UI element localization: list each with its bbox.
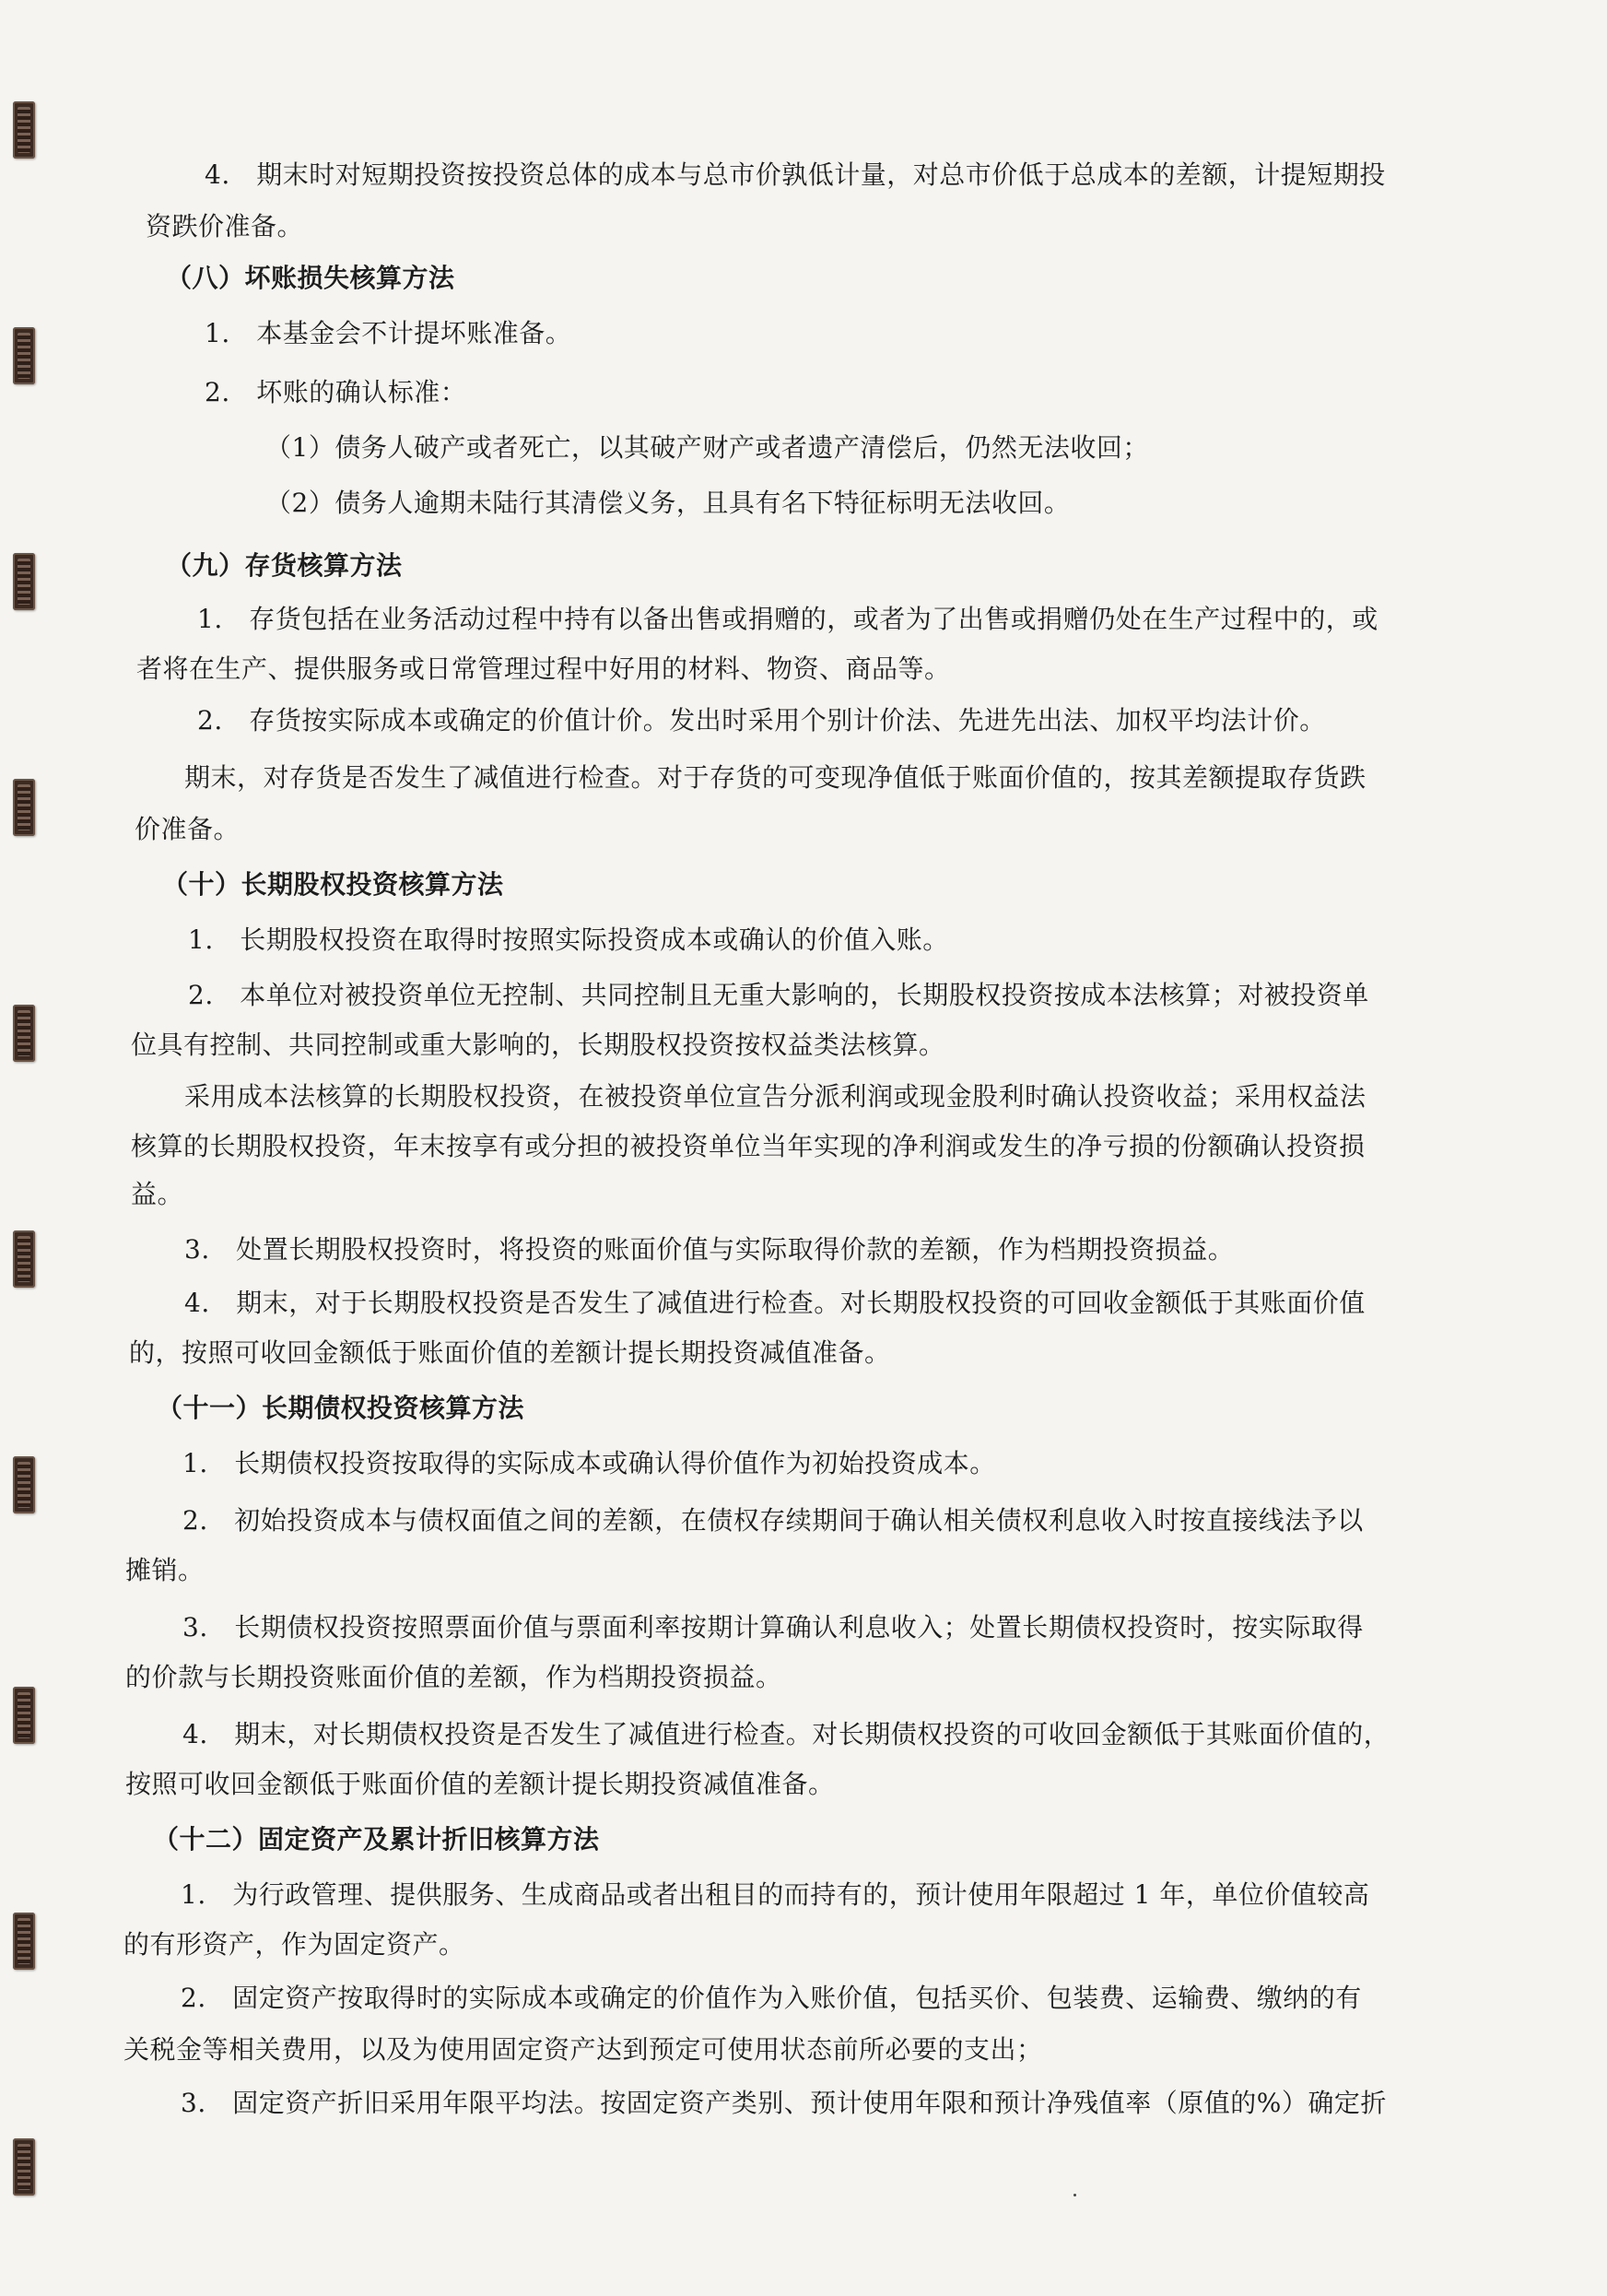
paragraph-line: 的有形资产，作为固定资产。	[123, 1929, 465, 1960]
paragraph-line: （1）债务人破产或者死亡，以其破产财产或者遗产清偿后，仍然无法收回；	[265, 432, 1149, 463]
binding-hole-marker	[13, 1913, 35, 1970]
paragraph-line: 位具有控制、共同控制或重大影响的，长期股权投资按权益类法核算。	[131, 1030, 945, 1060]
binding-hole-marker	[13, 1456, 35, 1513]
paragraph-line: 2. 本单位对被投资单位无控制、共同控制且无重大影响的，长期股权投资按成本法核算；对被投资单	[188, 980, 1369, 1010]
paragraph-line: 核算的长期股权投资，年末按享有或分担的被投资单位当年实现的净利润或发生的净亏损的份额确认投资损	[131, 1131, 1366, 1161]
section-heading: （九）存货核算方法	[166, 550, 403, 581]
paragraph-line: 按照可收回金额低于账面价值的差额计提长期投资减值准备。	[125, 1769, 835, 1799]
paragraph-line: 摊销。	[125, 1555, 205, 1585]
paragraph-line: 益。	[131, 1179, 184, 1209]
paragraph-line: 关税金等相关费用，以及为使用固定资产达到预定可使用状态前所必要的支出；	[123, 2034, 1043, 2065]
paragraph-line: 1. 长期股权投资在取得时按照实际投资成本或确认的价值入账。	[188, 924, 949, 955]
paragraph-line: 1. 为行政管理、提供服务、生成商品或者出租目的而持有的，预计使用年限超过 1 年，单位价值较高	[181, 1879, 1370, 1910]
paragraph-line: 2. 存货按实际成本或确定的价值计价。发出时采用个别计价法、先进先出法、加权平均法计价。	[197, 705, 1326, 736]
paragraph-line: 的价款与长期投资账面价值的差额，作为档期投资损益。	[125, 1662, 782, 1692]
scan-speck	[1073, 2194, 1076, 2196]
binding-hole-marker	[13, 1687, 35, 1744]
paragraph-line: 资跌价准备。	[146, 211, 304, 241]
section-heading: （十）长期股权投资核算方法	[162, 869, 504, 900]
paragraph-line: 2. 坏账的确认标准：	[205, 377, 467, 407]
section-heading: （八）坏账损失核算方法	[166, 263, 455, 293]
binding-hole-marker	[13, 327, 35, 384]
binding-hole-marker	[13, 553, 35, 610]
paragraph-line: 1. 本基金会不计提坏账准备。	[205, 318, 572, 348]
paragraph-line: 3. 长期债权投资按照票面价值与票面利率按期计算确认利息收入；处置长期债权投资时，按实际取得	[182, 1612, 1364, 1643]
binding-hole-marker	[13, 101, 35, 159]
paragraph-line: 2. 固定资产按取得时的实际成本或确定的价值作为入账价值，包括买价、包装费、运输费、缴纳的有	[181, 1983, 1362, 2013]
paragraph-line: 3. 处置长期股权投资时，将投资的账面价值与实际取得价款的差额，作为档期投资损益。	[184, 1234, 1235, 1265]
binding-hole-marker	[13, 1230, 35, 1288]
binding-hole-marker	[13, 779, 35, 836]
paragraph-line: 的，按照可收回金额低于账面价值的差额计提长期投资减值准备。	[129, 1337, 891, 1368]
paragraph-line: 期末，对存货是否发生了减值进行检查。对于存货的可变现净值低于账面价值的，按其差额提取存货跌	[184, 762, 1367, 793]
paragraph-line: 4. 期末时对短期投资按投资总体的成本与总市价孰低计量，对总市价低于总成本的差额，计提短期投	[205, 159, 1386, 190]
paragraph-line: 1. 长期债权投资按取得的实际成本或确认得价值作为初始投资成本。	[182, 1448, 996, 1478]
paragraph-line: 4. 期末，对长期债权投资是否发生了减值进行检查。对长期债权投资的可收回金额低于其账面价值的，	[182, 1719, 1390, 1749]
binding-hole-marker	[13, 1005, 35, 1062]
paragraph-line: 1. 存货包括在业务活动过程中持有以备出售或捐赠的，或者为了出售或捐赠仍处在生产过程中的，或	[197, 604, 1378, 634]
binding-hole-marker	[13, 2138, 35, 2196]
section-heading: （十二）固定资产及累计折旧核算方法	[153, 1824, 600, 1854]
paragraph-line: 者将在生产、提供服务或日常管理过程中好用的材料、物资、商品等。	[136, 653, 951, 684]
section-heading: （十一）长期债权投资核算方法	[157, 1393, 525, 1423]
paragraph-line: 2. 初始投资成本与债权面值之间的差额，在债权存续期间于确认相关债权利息收入时按直接线法予以	[182, 1505, 1364, 1536]
paragraph-line: （2）债务人逾期未陆行其清偿义务，且具有名下特征标明无法收回。	[265, 488, 1071, 518]
paragraph-line: 采用成本法核算的长期股权投资，在被投资单位宣告分派利润或现金股利时确认投资收益；采用权益法	[184, 1081, 1367, 1112]
paragraph-line: 价准备。	[135, 814, 240, 844]
paragraph-line: 3. 固定资产折旧采用年限平均法。按固定资产类别、预计使用年限和预计净残值率（原值的%）确定折	[181, 2088, 1387, 2118]
paragraph-line: 4. 期末，对于长期股权投资是否发生了减值进行检查。对长期股权投资的可回收金额低于其账面价值	[184, 1288, 1366, 1318]
